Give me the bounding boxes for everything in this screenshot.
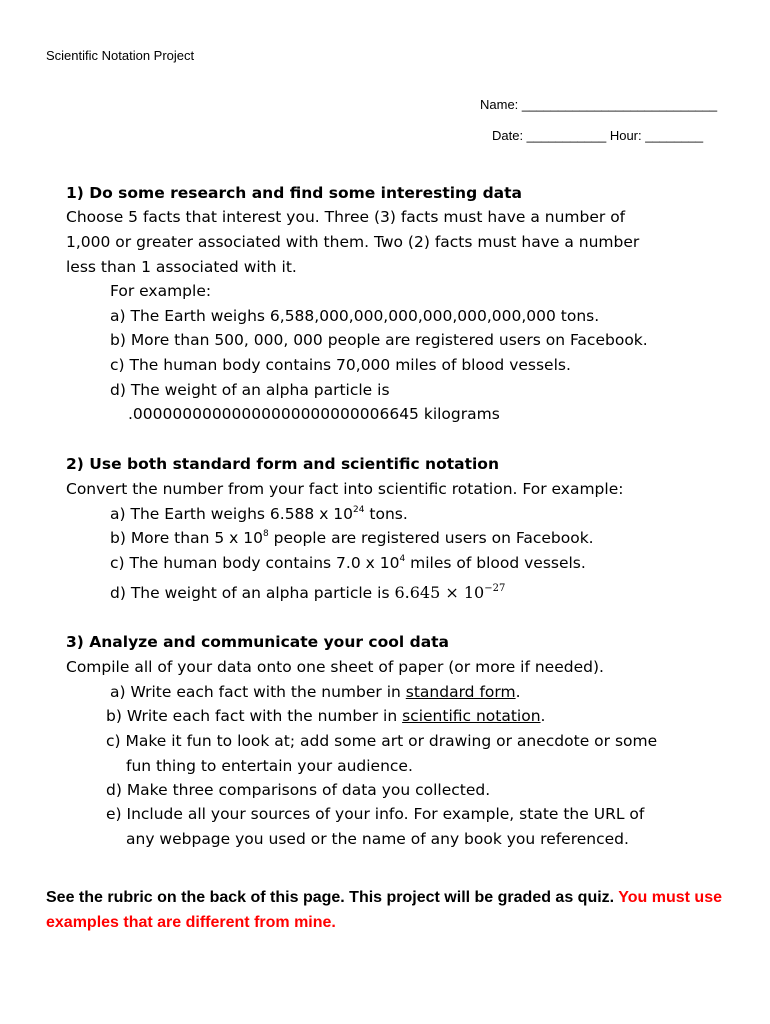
section1-heading: 1) Do some research and find some interesting data	[66, 184, 522, 202]
section1-item-b: b) More than 500, 000, 000 people are registered users on Facebook.	[110, 331, 648, 349]
section3-item-a: a) Write each fact with the number in standard form.	[110, 683, 521, 701]
section2-heading: 2) Use both standard form and scientific notation	[66, 455, 499, 473]
section3-intro: Compile all of your data onto one sheet of paper (or more if needed).	[66, 658, 604, 676]
section1-item-d-value: .00000000000000000000000006645 kilograms	[128, 405, 500, 423]
section2-item-c: c) The human body contains 7.0 x $10^4$ miles of blood vessels.	[110, 554, 586, 572]
section3-item-e-line1: e) Include all your sources of your info. For example, state the URL of	[106, 805, 645, 823]
page-title: Scientific Notation Project	[46, 48, 195, 63]
section3-item-b: b) Write each fact with the number in scientific notation.	[106, 707, 546, 725]
footer-note-black: See the rubric on the back of this page. This project will be graded as quiz.	[46, 889, 619, 906]
section1-for-example: For example:	[110, 282, 212, 300]
date-hour-line: Date: ___________ Hour: ________	[492, 128, 704, 143]
section2-intro: Convert the number from your fact into scientific rotation. For example:	[66, 480, 624, 498]
math-expression: 6.645 × 10	[394, 583, 485, 602]
section3-heading: 3) Analyze and communicate your cool data	[66, 633, 450, 651]
section1-intro-line1: Choose 5 facts that interest you. Three (3) facts must have a number of	[66, 208, 626, 226]
section2-item-b: b) More than 5 x $10^8$ people are registered users on Facebook.	[110, 529, 594, 547]
footer-note-red: You must use examples that are different from mine.	[46, 889, 722, 931]
section2-item-a: a) The Earth weighs 6.588 x $10^{24}$ tons.	[110, 505, 408, 523]
section1-intro-line2: 1,000 or greater associated with them. Two (2) facts must have a number	[66, 233, 640, 251]
section2-item-d: d) The weight of an alpha particle is $6.645 \times 10^{-27}$	[110, 583, 506, 602]
footer-note	[46, 885, 736, 935]
section3-item-c-line1: c) Make it fun to look at; add some art or drawing or anecdote or some	[106, 732, 658, 750]
section3-item-c-line2: fun thing to entertain your audience.	[126, 757, 413, 775]
section1-intro-line3: less than 1 associated with it.	[66, 258, 297, 276]
section3-item-d: d) Make three comparisons of data you collected.	[106, 781, 491, 799]
section1-item-d: d) The weight of an alpha particle is	[110, 381, 390, 399]
section1-item-a: a) The Earth weighs 6,588,000,000,000,000,000,000,000 tons.	[110, 307, 600, 325]
section3-item-e-line2: any webpage you used or the name of any book you referenced.	[126, 830, 629, 848]
section1-item-c: c) The human body contains 70,000 miles of blood vessels.	[110, 356, 571, 374]
name-line: Name: ___________________________	[480, 97, 718, 112]
